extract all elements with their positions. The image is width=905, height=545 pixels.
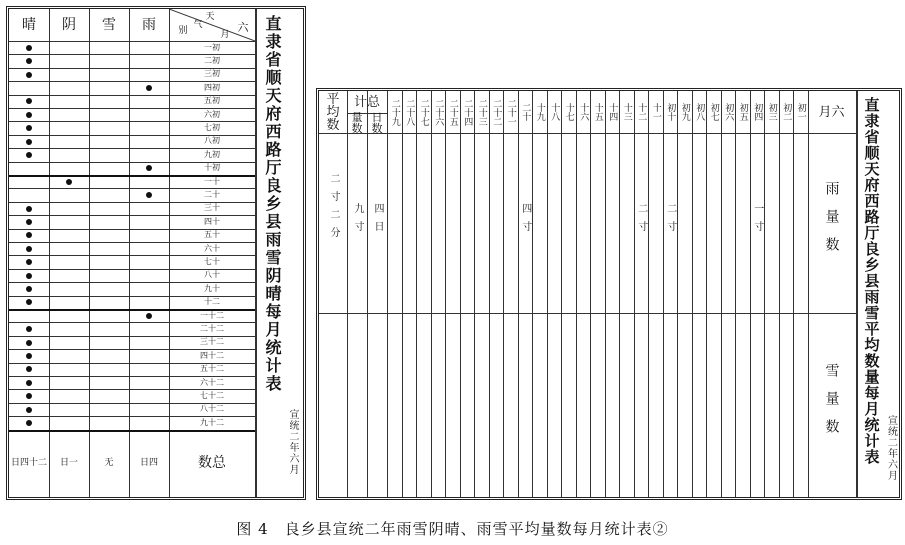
col-divider xyxy=(347,91,348,497)
weather-mark-rain xyxy=(146,313,152,319)
day-col-divider xyxy=(706,91,707,497)
day-col-divider xyxy=(431,91,432,497)
day-header: 二十三 xyxy=(476,98,487,126)
day-col-divider xyxy=(561,91,562,497)
weather-mark-sunny xyxy=(26,139,32,145)
day-col-divider xyxy=(793,91,794,497)
weather-mark-sunny xyxy=(26,112,32,118)
day-col-divider xyxy=(663,91,664,497)
title-divider xyxy=(856,91,858,497)
day-header: 初四 xyxy=(752,103,763,121)
day-header: 二十九 xyxy=(389,98,400,126)
day-label: 九初 xyxy=(204,149,220,159)
weather-mark-sunny xyxy=(26,393,32,399)
day-label: 一十 xyxy=(204,176,220,186)
day-label: 三十二 xyxy=(200,337,224,347)
col-divider xyxy=(129,9,130,497)
rain-day-value: 四寸 xyxy=(519,203,531,239)
day-header: 十七 xyxy=(563,103,574,121)
day-col-divider xyxy=(416,91,417,497)
header-days: 日数 xyxy=(371,111,383,135)
day-label: 四十二 xyxy=(200,350,224,360)
day-header: 二十七 xyxy=(418,98,429,126)
weather-mark-sunny xyxy=(26,206,32,212)
total-cloudy: 日一 xyxy=(59,457,78,468)
header-sunny: 晴 xyxy=(22,17,36,33)
day-col-divider xyxy=(518,91,519,497)
day-col-divider xyxy=(445,91,446,497)
snow-row-label: 雪量数 xyxy=(823,363,840,447)
day-label: 八初 xyxy=(204,136,220,146)
day-header: 二十二 xyxy=(491,98,502,126)
day-label: 二十二 xyxy=(200,324,224,334)
day-label: 二十 xyxy=(204,190,220,200)
total-rain: 日四 xyxy=(139,457,158,468)
day-header: 十二 xyxy=(636,103,647,121)
day-label: 二初 xyxy=(204,56,220,66)
header-amount: 量数 xyxy=(351,111,363,135)
day-label: 一初 xyxy=(204,42,220,52)
day-header: 十九 xyxy=(534,103,545,121)
rain-snow-divider xyxy=(319,313,856,314)
rain-total-days: 四日 xyxy=(372,203,383,239)
header-corner-mid: 气 xyxy=(193,19,203,30)
day-label: 一十二 xyxy=(200,310,224,320)
day-header: 初二 xyxy=(781,103,792,121)
precipitation-table xyxy=(316,88,902,500)
day-col-divider xyxy=(735,91,736,497)
header-average: 平均数 xyxy=(326,91,340,133)
date-note: 宣统二年六月 xyxy=(287,409,298,475)
day-header: 十四 xyxy=(607,103,618,121)
weather-mark-sunny xyxy=(26,232,32,238)
day-col-divider xyxy=(764,91,765,497)
day-col-divider xyxy=(721,91,722,497)
day-label: 三初 xyxy=(204,69,220,79)
header-snow: 雪 xyxy=(102,17,116,33)
header-corner-bottom: 月 xyxy=(220,29,230,40)
day-col-divider xyxy=(576,91,577,497)
day-header: 十八 xyxy=(549,103,560,121)
day-label: 七初 xyxy=(204,123,220,133)
day-label: 七十 xyxy=(204,257,220,267)
weather-mark-sunny xyxy=(26,273,32,279)
weather-mark-sunny xyxy=(26,152,32,158)
day-header: 初九 xyxy=(679,103,690,121)
day-col-divider xyxy=(489,91,490,497)
weather-mark-rain xyxy=(146,85,152,91)
day-header: 初十 xyxy=(665,103,676,121)
day-col-divider xyxy=(648,91,649,497)
weather-table xyxy=(6,6,306,500)
weather-mark-sunny xyxy=(26,246,32,252)
day-label: 十二 xyxy=(204,297,220,307)
day-col-divider xyxy=(750,91,751,497)
day-header: 二十八 xyxy=(404,98,415,126)
weather-mark-rain xyxy=(146,165,152,171)
day-label: 四十 xyxy=(204,216,220,226)
day-label: 三十 xyxy=(204,203,220,213)
weather-mark-sunny xyxy=(26,420,32,426)
weather-mark-sunny xyxy=(26,259,32,265)
weather-mark-sunny xyxy=(26,407,32,413)
day-header: 十三 xyxy=(621,103,632,121)
day-col-divider xyxy=(474,91,475,497)
header-total: 计总 xyxy=(353,94,380,110)
day-label: 八十 xyxy=(204,270,220,280)
weather-mark-sunny xyxy=(26,340,32,346)
rain-total-amount: 九寸 xyxy=(352,203,363,239)
day-col-divider xyxy=(779,91,780,497)
col-divider xyxy=(49,9,50,497)
corner-diagonal xyxy=(169,9,255,41)
day-header: 初六 xyxy=(723,103,734,121)
day-col-divider xyxy=(619,91,620,497)
day-label: 四初 xyxy=(204,82,220,92)
col-divider xyxy=(367,91,368,497)
day-header: 十六 xyxy=(578,103,589,121)
day-col-divider xyxy=(547,91,548,497)
table-title: 直隶省顺天府西路厅良乡县雨雪阴晴每月统计表 xyxy=(263,15,282,393)
day-label: 五初 xyxy=(204,96,220,106)
day-col-divider xyxy=(402,91,403,497)
day-label: 七十二 xyxy=(200,391,224,401)
weather-mark-sunny xyxy=(26,58,32,64)
weather-mark-sunny xyxy=(26,326,32,332)
day-col-divider xyxy=(605,91,606,497)
date-note: 宣统二年六月 xyxy=(885,415,897,481)
day-label: 六十二 xyxy=(200,377,224,387)
day-header: 二十一 xyxy=(505,98,516,126)
weather-mark-sunny xyxy=(26,299,32,305)
day-col-divider xyxy=(634,91,635,497)
day-label: 六十 xyxy=(204,243,220,253)
day-label: 八十二 xyxy=(200,404,224,414)
day-col-divider xyxy=(532,91,533,497)
rain-day-value: 二寸 xyxy=(664,203,676,239)
header-cloudy: 阴 xyxy=(62,17,76,33)
day-header: 初八 xyxy=(694,103,705,121)
day-header: 十五 xyxy=(592,103,603,121)
day-col-divider xyxy=(387,91,388,497)
day-label: 九十 xyxy=(204,283,220,293)
header-divider xyxy=(319,133,856,134)
weather-mark-sunny xyxy=(26,366,32,372)
weather-mark-rain xyxy=(146,192,152,198)
weather-mark-cloudy xyxy=(66,179,72,185)
weather-mark-sunny xyxy=(26,353,32,359)
day-header: 二十六 xyxy=(433,98,444,126)
total-snow: 无 xyxy=(104,457,114,468)
day-header: 初三 xyxy=(766,103,777,121)
day-header: 十一 xyxy=(650,103,661,121)
weather-mark-sunny xyxy=(26,219,32,225)
day-header: 二十 xyxy=(520,103,531,121)
day-col-divider xyxy=(460,91,461,497)
header-corner-top: 天 xyxy=(205,11,215,22)
day-header: 初七 xyxy=(708,103,719,121)
header-rain: 雨 xyxy=(142,17,156,33)
day-col-divider xyxy=(503,91,504,497)
table-title: 直隶省顺天府西路厅良乡县雨雪平均数量每月统计表 xyxy=(862,97,881,465)
weather-mark-sunny xyxy=(26,98,32,104)
day-header: 二十四 xyxy=(462,98,473,126)
weather-mark-sunny xyxy=(26,380,32,386)
day-header: 初一 xyxy=(795,103,806,121)
rain-average: 二寸二分 xyxy=(328,173,339,245)
weather-mark-sunny xyxy=(26,45,32,51)
total-sunny: 日四十二 xyxy=(10,457,47,468)
day-header: 二十五 xyxy=(447,98,458,126)
day-col-divider xyxy=(590,91,591,497)
rain-row-label: 雨量数 xyxy=(823,181,840,265)
day-label: 十初 xyxy=(204,163,220,173)
col-divider xyxy=(89,9,90,497)
figure-caption: 图 4 良乡县宣统二年雨雪阴晴、雨雪平均量数每月统计表② xyxy=(236,520,669,538)
header-month: 月六 xyxy=(818,104,845,120)
day-header: 初五 xyxy=(737,103,748,121)
col-divider xyxy=(255,9,257,497)
weather-mark-sunny xyxy=(26,72,32,78)
weather-mark-sunny xyxy=(26,286,32,292)
header-corner-right: 六 xyxy=(237,20,249,34)
day-label: 五十 xyxy=(204,230,220,240)
day-col-divider xyxy=(677,91,678,497)
day-col-divider xyxy=(692,91,693,497)
day-label: 六初 xyxy=(204,109,220,119)
weather-mark-sunny xyxy=(26,125,32,131)
rain-day-value: 一寸 xyxy=(751,203,763,239)
rain-day-value: 二寸 xyxy=(635,203,647,239)
day-label: 五十二 xyxy=(200,364,224,374)
day-label: 九十二 xyxy=(200,417,224,427)
total-label: 数总 xyxy=(198,455,226,472)
header-corner-left: 别 xyxy=(178,25,188,36)
